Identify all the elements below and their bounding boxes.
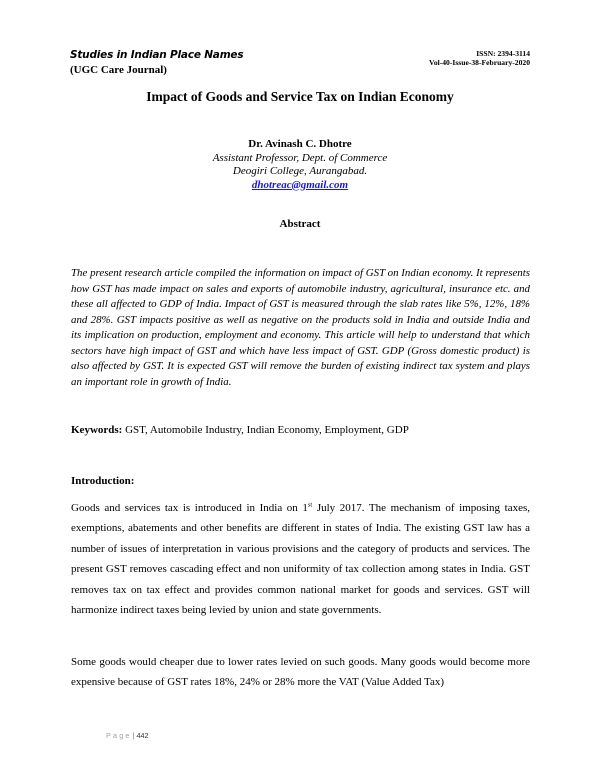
page-footer	[106, 731, 148, 740]
author-position: Assistant Professor, Dept. of Commerce	[212, 151, 388, 164]
abstract-heading: Abstract	[279, 218, 321, 230]
ordinal-superscript: st	[307, 501, 313, 509]
paper-title: Impact of Goods and Service Tax on Indian Economy	[146, 89, 454, 104]
introduction-paragraph-2: Some goods would cheaper due to lower rates levied on such goods. Many goods would become more expensive because of GST rates 18%, 24% or 28% more the VAT (Value Added Tax)	[71, 656, 530, 689]
abstract-text: The present research article compiled the information on impact of GST on Indian economy. It represents how GST has made impact on sales and exports of automobile industry, agricultural, insurance etc. and these all affected to GDP of India. Impact of GST is measured through the slab rates like 5%, 12%, 18% and 28%. GST impacts positive as well as negative on the products sold in India and outside India and its implication on production, employment and economy. This article will help to understand that which sectors have high impact of GST and which have less impact of GST. GDP (Gross domestic product) is also affected by GST. It is expected GST will remove the burden of existing indirect tax system and plays an important role in growth of India.	[71, 267, 530, 388]
volume-issue: Vol-40-Issue-38-February-2020	[429, 58, 530, 67]
page-label: Page	[106, 731, 132, 740]
keywords-label: Keywords:	[71, 424, 123, 436]
issn: ISSN: 2394-3114	[476, 49, 530, 58]
intro-p1-text-a: Goods and services tax is introduced in India on 1	[71, 502, 308, 514]
author-block	[0, 138, 600, 192]
page-number: 442	[136, 731, 149, 740]
issn-block	[429, 49, 530, 67]
footer-separator: |	[132, 731, 135, 740]
intro-p1-text-b: July 2017. The mechanism of imposing taxes, exemptions, abatements and other benefits are different in states of India. The existing GST law has a number of issues of interpretation in various provisions and the category of products and services. The present GST removes cascading effect and non uniformity of tax collection among states in India. GST removes tax on tax effect and provides common national market for goods and services. GST will harmonize indirect taxes being levied by union and state governments.	[71, 502, 530, 617]
introduction-heading: Introduction:	[71, 475, 135, 487]
keywords-line	[71, 424, 409, 436]
keywords-list: GST, Automobile Industry, Indian Economy, Employment, GDP	[122, 424, 409, 436]
author-institution: Deogiri College, Aurangabad.	[232, 165, 368, 178]
author-email-link[interactable]: dhotreac@gmail.com	[251, 178, 349, 191]
journal-subtitle: (UGC Care Journal)	[70, 64, 167, 76]
author-name: Dr. Avinash C. Dhotre	[248, 138, 352, 150]
introduction-paragraph-1	[71, 498, 530, 620]
journal-name: Studies in Indian Place Names	[70, 49, 244, 61]
